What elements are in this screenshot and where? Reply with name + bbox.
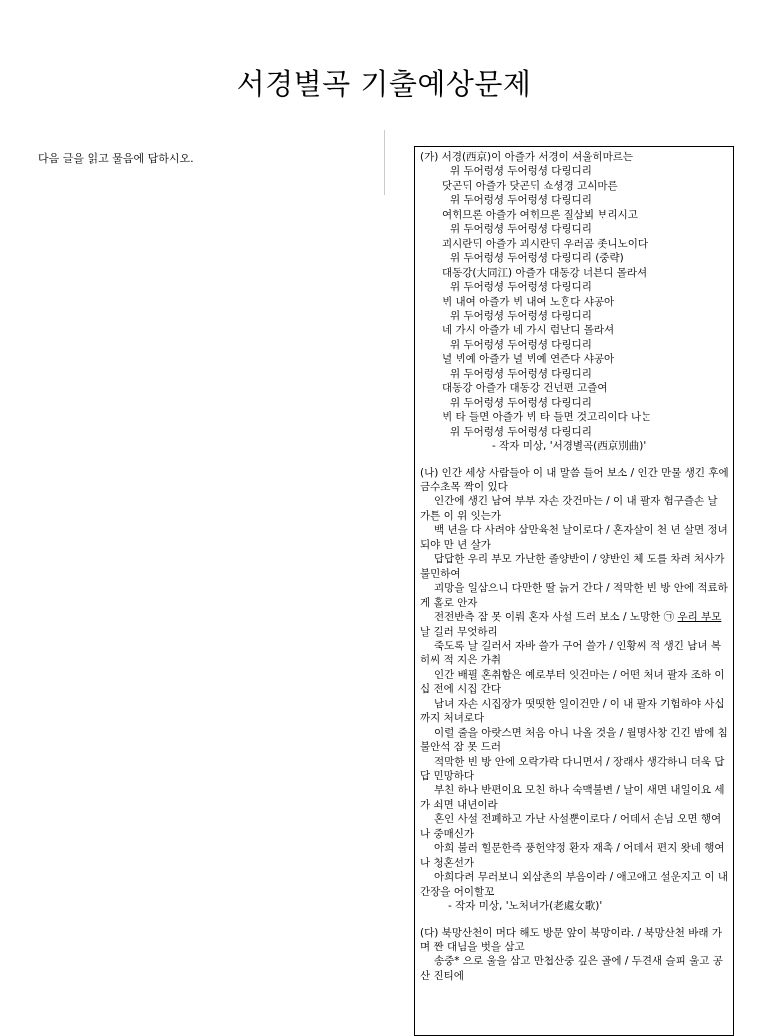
poem-line: 여ᄒᆡ므론 아즐가 여ᄒᆡ므론 질삼뵈 ᄇᆞ리시고 xyxy=(442,208,638,221)
poem-line: 닷곤ᄃᆡ 아즐가 닷곤ᄃᆡ 쇼셩경 고ᅀᅵ마른 xyxy=(442,179,618,192)
poem-refrain: 위 두어렁셩 두어렁셩 다링디리 xyxy=(450,223,592,236)
poem-line: 녈 ᄇᆡ예 아즐가 녈 ᄇᆡ예 연즌다 샤공아 xyxy=(442,353,615,366)
instruction-text: 다음 글을 읽고 물음에 답하시오. xyxy=(38,152,194,165)
verse-paragraph-marked xyxy=(420,610,729,639)
poem-refrain: 위 두어렁셩 두어렁셩 다링디리 xyxy=(450,396,592,409)
passage-box xyxy=(414,146,734,1036)
poem-refrain: 위 두어렁셩 두어렁셩 다링디리 xyxy=(450,338,592,351)
poem-refrain: 위 두어렁셩 두어렁셩 다링디리 xyxy=(450,281,592,294)
poem-refrain: 위 두어렁셩 두어렁셩 다링디리 xyxy=(450,194,592,207)
column-divider xyxy=(384,130,385,195)
poem-line: ᄇᆡ 타 들면 아즐가 ᄇᆡ 타 들면 것고리이다 나ᄂᆞᆫ xyxy=(442,411,652,424)
poem-line: 네 가시 아즐가 네 가시 럼난디 몰라셔 xyxy=(442,324,615,337)
poem-refrain: 위 두어렁셩 두어렁셩 다링디리 xyxy=(450,309,592,322)
verse-paragraph: 인간 배필 혼취함은 예로부터 잇건마는 / 어떤 처녀 팔자 조하 이십 전에 시집 간다 xyxy=(420,668,725,696)
page-title: 서경별곡 기출예상문제 xyxy=(236,67,532,101)
verse-paragraph: 아희 불러 힐문한즉 풍헌약정 환자 재촉 / 어데서 편지 왓네 행여나 청혼선가 xyxy=(420,842,725,869)
verse-paragraph: (다) 북망산천이 머다 해도 방문 앞이 북망이라. / 북망산천 바래 가며 짠 대님을 벗을 삼고 xyxy=(420,926,723,954)
poem-line: (가) 서경(西京)이 아즐가 서경이 셔울히마르는 xyxy=(420,151,634,163)
underlined-phrase: 우리 부모 xyxy=(677,611,722,624)
verse-paragraph: 아희다려 무러보니 외삼촌의 부음이라 / 애고애고 설운지고 이 내 간장을 어이할꼬 xyxy=(420,871,728,898)
source-citation: - 작자 미상, '서경별곡(西京別曲)' xyxy=(492,440,647,453)
passage-ga xyxy=(420,150,729,454)
verse-paragraph: (나) 인간 세상 사람들아 이 내 말씀 들어 보소 / 인간 만물 생긴 후에 금수초목 짝이 있다 xyxy=(420,466,729,493)
verse-paragraph: 백 년을 다 사려야 삼만육천 날이로다 / 혼자살이 천 년 살면 정녀 되야 만 년 살가 xyxy=(420,524,728,551)
poem-line: ᄇᆡ 내여 아즐가 ᄇᆡ 내여 노ᄒᆞᆫ다 샤공아 xyxy=(442,295,615,308)
verse-paragraph: 혼인 사설 전폐하고 가난 사설뿐이로다 / 어데서 손님 오면 행여나 중매신가 xyxy=(420,813,722,840)
source-citation: - 작자 미상, '노처녀가(老處女歌)' xyxy=(448,900,603,913)
verse-paragraph: 적막한 빈 방 안에 오락가락 다니면서 / 장래사 생각하니 더욱 답답 민망하다 xyxy=(420,755,725,783)
poem-refrain: 위 두어렁셩 두어렁셩 다링디리 xyxy=(450,165,592,178)
verse-paragraph: 송중* 으로 울을 삼고 만첩산중 깊은 골에 / 두견새 슬피 울고 공산 진티에 xyxy=(420,955,723,982)
verse-paragraph: 괴망을 일삼으니 다만한 딸 늙거 간다 / 적막한 빈 방 안에 적료하게 홀로 안자 xyxy=(420,582,728,609)
verse-text: 전전반측 잠 못 이뤄 혼자 사설 드러 보소 / 노망한 ㉠ xyxy=(434,611,678,624)
verse-paragraph: 부친 하나 반편이요 모친 하나 숙맥불변 / 날이 새면 내일이요 세가 쇠면 내년이라 xyxy=(420,784,725,811)
verse-paragraph: 죽도록 날 길러서 자바 쓸가 구어 쓸가 / 인황씨 적 생긴 남녀 복히씨 적 지은 가취 xyxy=(420,639,722,667)
verse-text: 날 길러 무엇하리 xyxy=(420,625,498,638)
poem-refrain: 위 두어렁셩 두어렁셩 다링디리 (중략) xyxy=(450,252,624,265)
passage-na xyxy=(420,466,729,914)
poem-line: 괴시란ᄃᆡ 아즐가 괴시란ᄃᆡ 우러곰 좃니노이다 xyxy=(442,237,649,250)
poem-refrain: 위 두어렁셩 두어렁셩 다링디리 xyxy=(450,367,592,380)
verse-paragraph: 남녀 자손 시집장가 떳떳한 일이건만 / 이 내 팔자 기험하야 사십까지 처녀로다 xyxy=(420,697,725,725)
verse-paragraph: 인간에 생긴 남여 부부 자손 갓건마는 / 이 내 팔자 험구즐손 날 가튼 이 위 잇는가 xyxy=(420,495,718,522)
poem-line: 대동강(大同江) 아즐가 대동강 너븐디 몰라셔 xyxy=(442,266,648,279)
passage-da xyxy=(420,926,729,984)
verse-paragraph: 답답한 우리 부모 가난한 졸양반이 / 양반인 체 도를 차려 처사가 불민하여 xyxy=(420,553,725,580)
poem-line: 대동강 아즐가 대동강 건넌편 고즐여 xyxy=(442,382,608,395)
verse-paragraph: 이럴 줄을 아랏스면 처음 아니 나올 것을 / 월명사창 긴긴 밤에 침불안석 잠 못 드러 xyxy=(420,726,728,754)
poem-refrain: 위 두어렁셩 두어렁셩 다링디리 xyxy=(450,425,592,438)
